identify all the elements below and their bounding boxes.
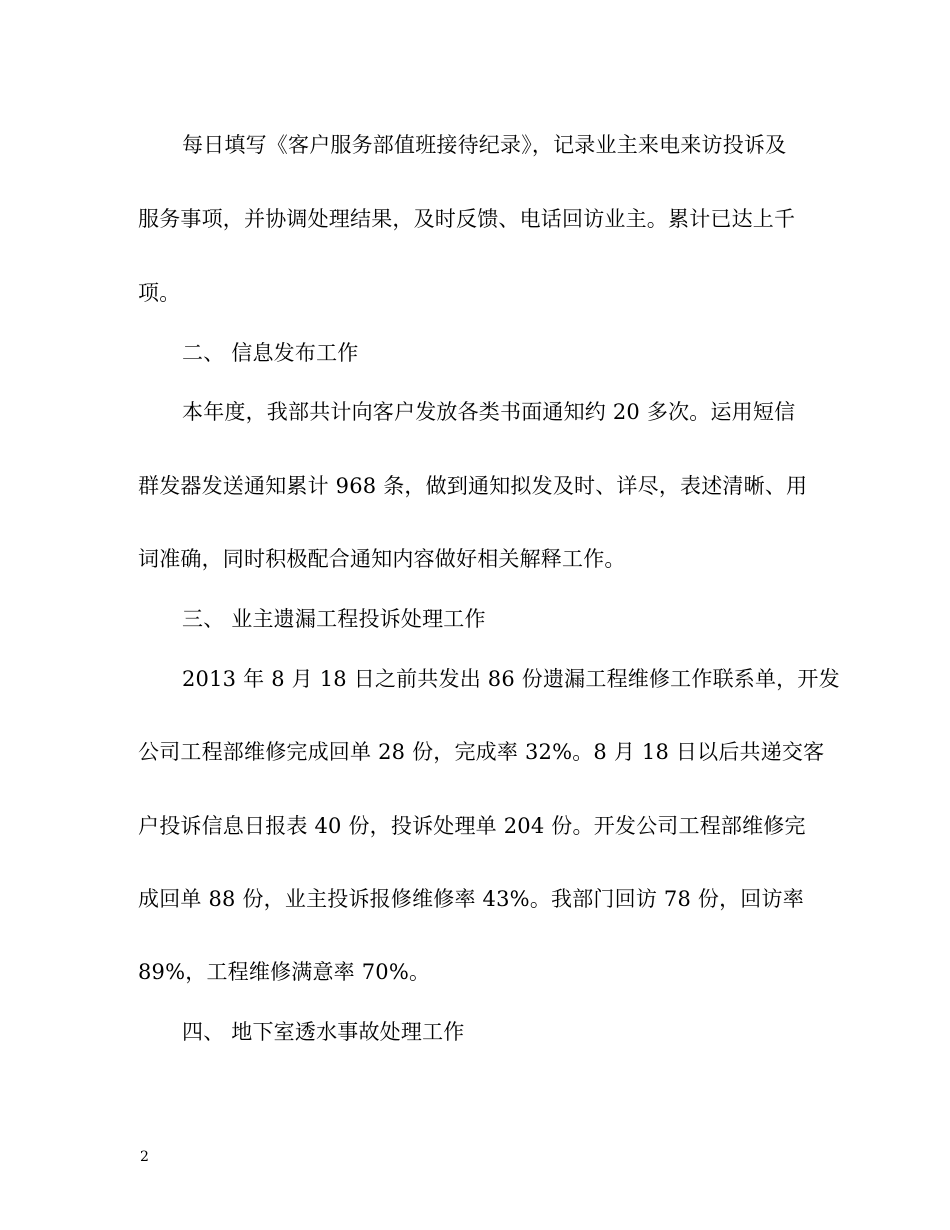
paragraph-line: 89%，工程维修满意率 70%。 — [138, 960, 431, 984]
section-heading: 四、 地下室透水事故处理工作 — [182, 1020, 465, 1044]
paragraph-line: 本年度，我部共计向客户发放各类书面通知约 20 多次。运用短信 — [182, 400, 796, 424]
paragraph-line: 公司工程部维修完成回单 28 份，完成率 32%。8 月 18 日以后共递交客 — [138, 740, 825, 764]
paragraph-line: 词准确，同时积极配合通知内容做好相关解释工作。 — [138, 547, 626, 571]
page-number: 2 — [140, 1149, 149, 1165]
section-heading: 二、 信息发布工作 — [182, 341, 359, 365]
paragraph-line: 每日填写《客户服务部值班接待纪录》，记录业主来电来访投诉及 — [182, 133, 787, 157]
paragraph-line: 户投诉信息日报表 40 份，投诉处理单 204 份。开发公司工程部维修完 — [138, 814, 806, 838]
paragraph-line: 群发器发送通知累计 968 条，做到通知拟发及时、详尽，表述清晰、用 — [138, 474, 808, 498]
paragraph-line: 服务事项，并协调处理结果，及时反馈、电话回访业主。累计已达上千 — [138, 207, 796, 231]
paragraph-line: 2013 年 8 月 18 日之前共发出 86 份遗漏工程维修工作联系单，开发 — [182, 667, 840, 691]
section-heading: 三、 业主遗漏工程投诉处理工作 — [182, 607, 486, 631]
paragraph-line: 项。 — [138, 281, 181, 305]
paragraph-line: 成回单 88 份，业主投诉报修维修率 43%。我部门回访 78 份，回访率 — [138, 887, 804, 911]
